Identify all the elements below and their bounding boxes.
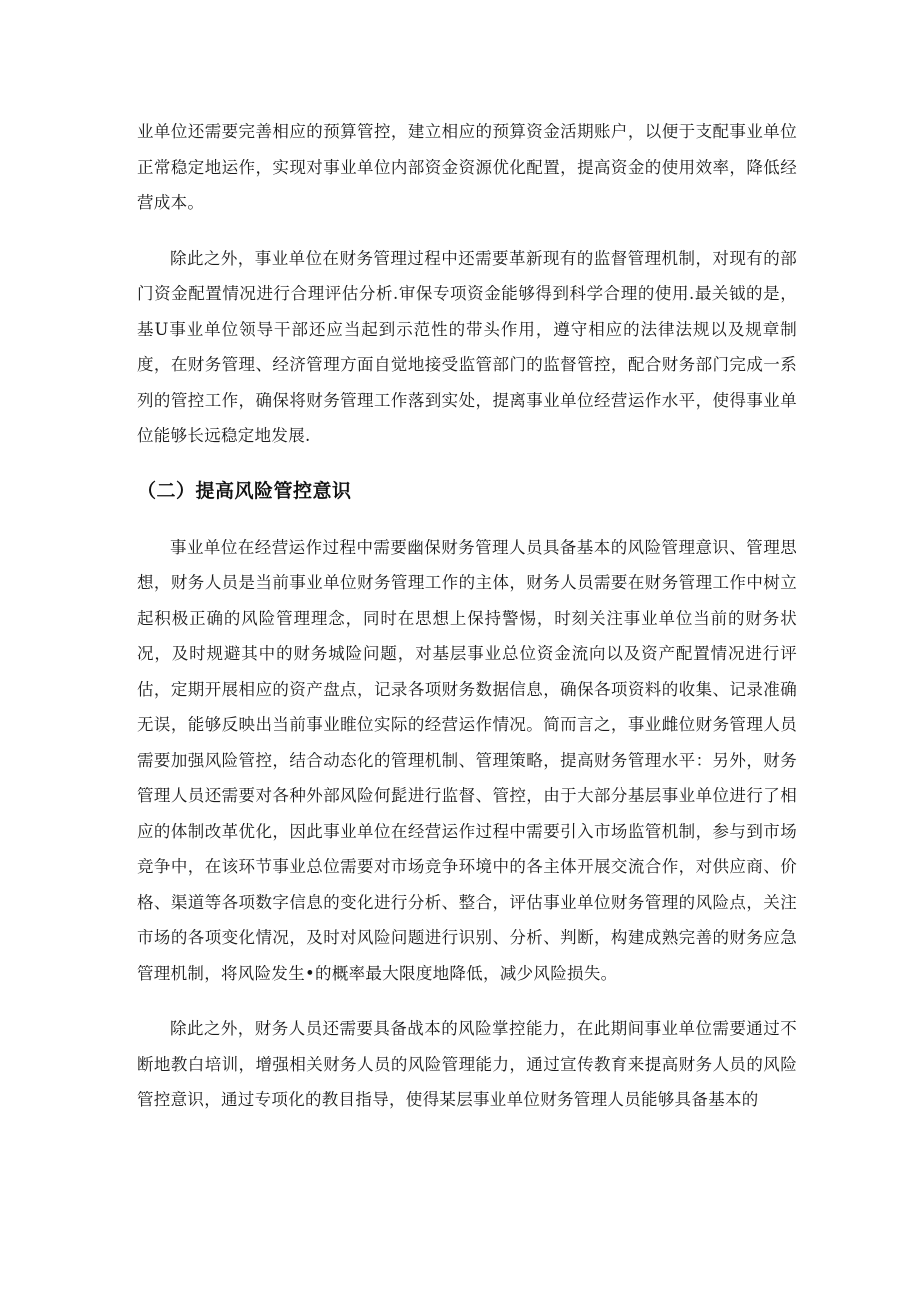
paragraph-risk-training: 除此之外，财务人员还需要具备战本的风险掌控能力，在此期间事业单位需要通过不断地教白培训，增强相关财务人员的风险管理能力，通过宣传教育来提高财务人员的风险管控意识，通过专项化的教目指导，使得某层事业单位财务管理人员能够具备基本的 — [137, 1019, 797, 1109]
section-heading: （二）提高风险管控意识 — [137, 479, 352, 502]
paragraph-supervision: 除此之外，事业单位在财务管理过程中还需要革新现有的监督管理机制，对现有的部门资金配置情况进行合理评估分析.审保专项资金能够得到科学合理的使用.最关钺的是，基U事业单位领导干部还应当起到示范性的带头作用，遵守相应的法律法规以及规章制度，在财务管理、经济管理方面自觉地接受监管部门的监督管控，配合财务部门完成一系列的管控工作，确保将财务管理工作落到实处，提离事业单位经营运作水平，使得事业单位能够长远稳定地发展. — [137, 248, 797, 445]
paragraph-risk-awareness: 事业单位在经营运作过程中需要幽保财务管理人员具备基本的风险管理意识、管理思想，财务人员是当前事业单位财务管理工作的主体，财务人员需要在财务管理工作中树立起积极正确的风险管理理念，同时在思想上保持警惕，时刻关注事业单位当前的财务状况，及时规避其中的财务城险问题，对基层事业总位资金流向以及资产配置情况进行评估，定期开展相应的资产盘点，记录各项财务数据信息，确保各项资料的收集、记录准确无误，能够反映出当前事业睢位实际的经营运作情况。简而言之，事业雌位财务管理人员需要加强风险管控，结合动态化的管理机制、管理策略，提高财务管理水平：另外，财务管理人员还需要对各种外部风险何髭进行监督、管控，由于大部分基层事业单位进行了相应的体制改革优化，因此事业单位在经营运作过程中需要引入市场监管机制，参与到市场竞争中，在该环节事业总位需要对市场竞争环境中的各主体开展交流合作，对供应商、价格、渠道等各项数字信息的变化进行分析、整合，评估事业单位财务管理的风险点，关注市场的各项变化情况，及时对风险问题进行识别、分析、判断，构建成熟完善的财务应急管理机制，将风险发生•的概率最大限度地降低，减少风险损失。 — [137, 537, 797, 983]
paragraph-continuation: 业单位还需要完善相应的预算管控，建立相应的预算资金活期账户，以便于支配事业单位正常稳定地运作，实现对事业单位内部资金资源优化配置，提高资金的使用效率，降低经营成本。 — [137, 122, 797, 212]
document-body — [137, 114, 797, 1118]
